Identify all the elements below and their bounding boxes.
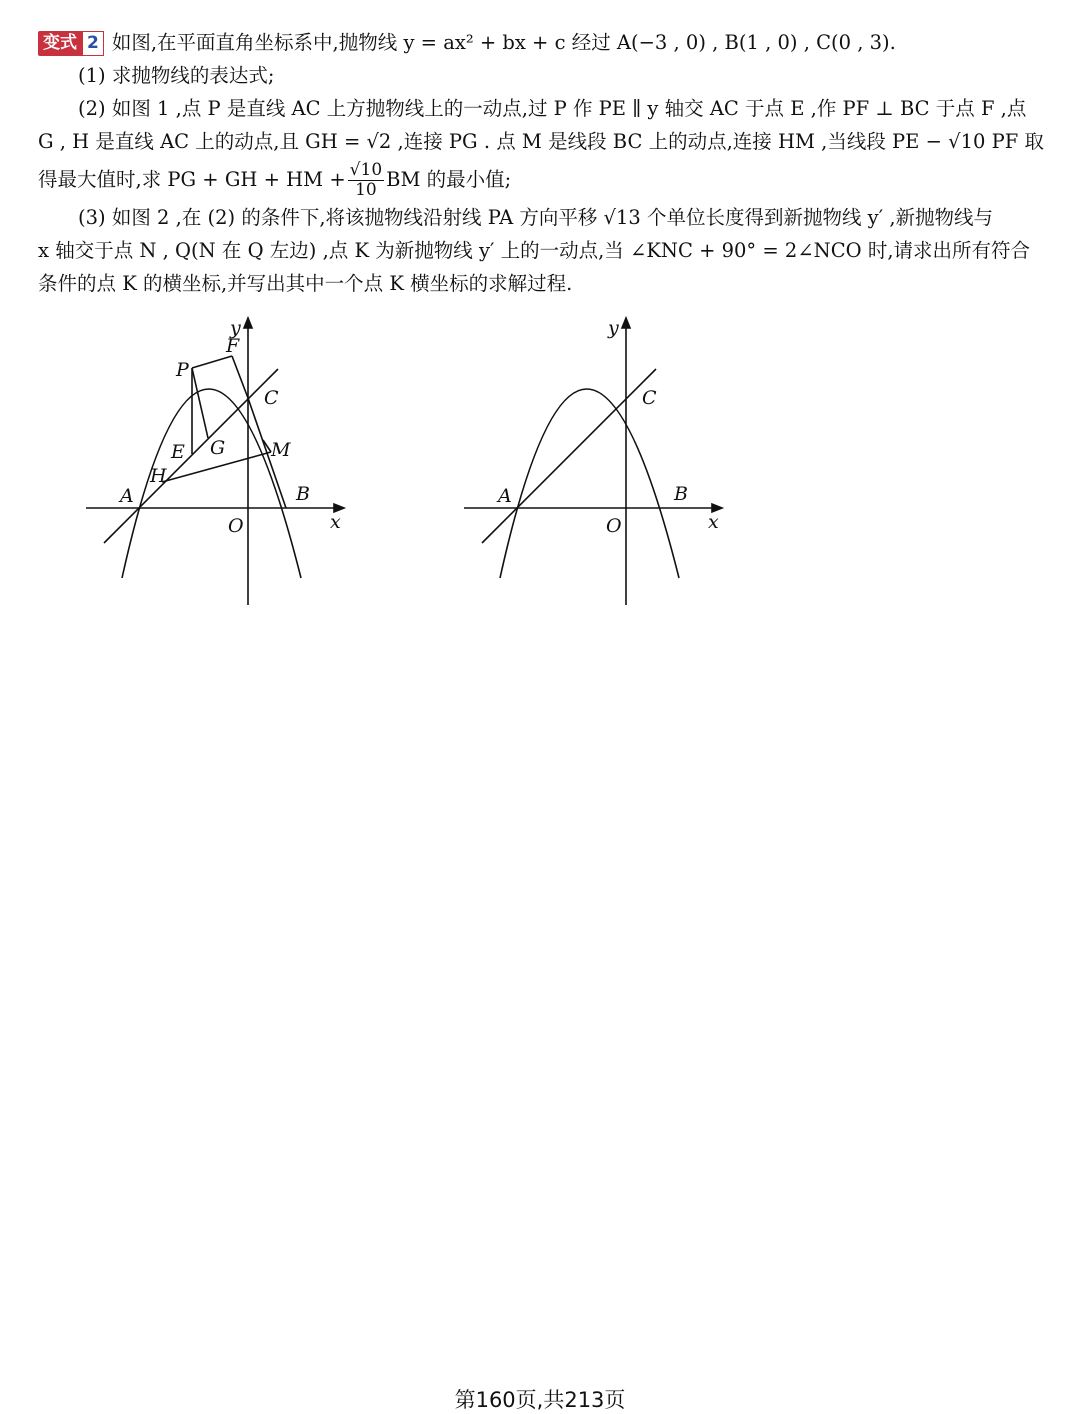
label-C: C (642, 387, 657, 409)
problem-text (38, 26, 1044, 300)
variant-badge-tag: 变式 (38, 31, 82, 56)
label-H: H (150, 465, 167, 487)
label-B: B (674, 483, 688, 505)
part2-line3-start: 得最大值时,求 PG + GH + HM + (38, 168, 346, 191)
part1-text: (1) 求抛物线的表达式; (78, 64, 275, 87)
page-footer: 第160页,共213页 (454, 1388, 626, 1412)
y-axis-arrow (244, 318, 252, 328)
parabola-curve (122, 389, 301, 578)
label-A: A (120, 485, 134, 507)
part2-line3-end: BM 的最小值; (386, 168, 512, 191)
part2-line1: (2) 如图 1 ,点 P 是直线 AC 上方抛物线上的一动点,过 P 作 PE ∥ y 轴交 AC 于点 E ,作 PF ⊥ BC 于点 F ,点 (78, 97, 1027, 120)
label-y: y (608, 317, 619, 339)
figure-2-diagram (458, 312, 738, 612)
part2-line3 (38, 158, 1038, 201)
segment-FC (232, 356, 248, 398)
problem-statement: 如图,在平面直角坐标系中,抛物线 y = ax² + bx + c 经过 A(−3 , 0) , B(1 , 0) , C(0 , 3). (111, 31, 896, 54)
figure-1-diagram (80, 312, 360, 612)
label-P: P (176, 359, 189, 381)
label-O: O (228, 515, 244, 537)
part2-line2: G , H 是直线 AC 上的动点,且 GH = √2 ,连接 PG . 点 M 是线段 BC 上的动点,连接 HM ,当线段 PE − √10 PF 取 (38, 130, 1044, 153)
part3-line1: (3) 如图 2 ,在 (2) 的条件下,将该抛物线沿射线 PA 方向平移 √13 个单位长度得到新抛物线 y′ ,新抛物线与 (78, 206, 994, 229)
label-M: M (271, 439, 291, 461)
problem-intro-line (38, 26, 1038, 59)
line-AC (104, 369, 278, 543)
label-C: C (264, 387, 279, 409)
label-G: G (210, 437, 226, 459)
part3-line3: 条件的点 K 的横坐标,并写出其中一个点 K 横坐标的求解过程. (38, 272, 573, 295)
label-E: E (171, 441, 185, 463)
parabola-curve (500, 389, 679, 578)
label-B: B (296, 483, 310, 505)
label-y: y (230, 317, 241, 339)
segment-PF (192, 356, 232, 368)
label-A: A (498, 485, 512, 507)
label-x: x (708, 511, 719, 533)
variant-badge-number: 2 (82, 31, 104, 56)
fraction-sqrt10-over-10 (348, 161, 384, 200)
label-x: x (330, 511, 341, 533)
label-F: F (226, 335, 240, 357)
part3-line2: x 轴交于点 N , Q(N 在 Q 左边) ,点 K 为新抛物线 y′ 上的一动点,当 ∠KNC + 90° = 2∠NCO 时,请求出所有符合 (38, 239, 1031, 262)
fraction-numerator: √10 (349, 160, 383, 180)
segment-PG (192, 368, 208, 438)
y-axis-arrow (622, 318, 630, 328)
line-AC (482, 369, 656, 543)
label-O: O (606, 515, 622, 537)
variant-badge (38, 29, 104, 54)
fraction-denominator: 10 (355, 180, 377, 200)
